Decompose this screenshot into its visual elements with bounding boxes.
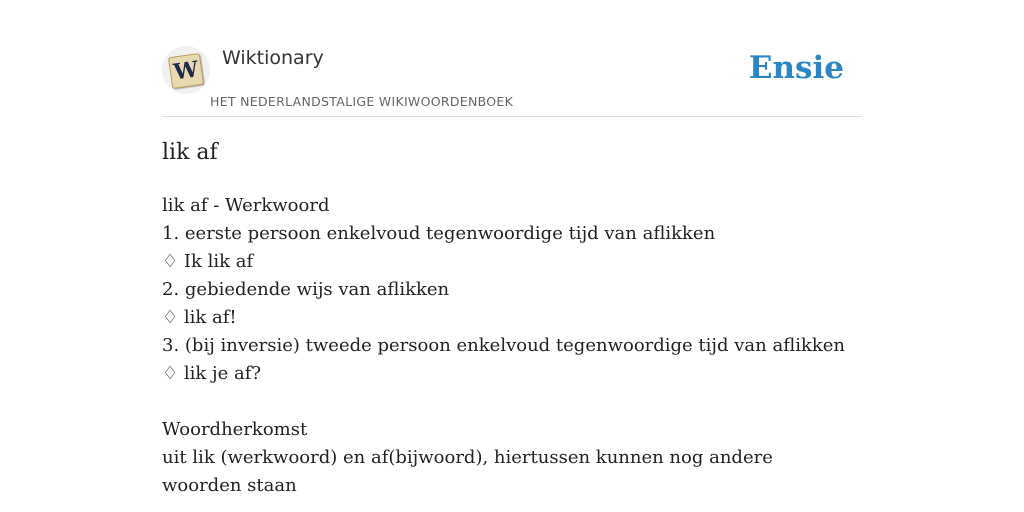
definition-line: 2. gebiedende wijs van aflikken	[162, 279, 450, 300]
etymology-text: uit lik (werkwoord) en af(bijwoord), hiertussen kunnen nog andere woorden staan	[162, 447, 773, 496]
definition-line: 3. (bij inversie) tweede persoon enkelvoud tegenwoordige tijd van aflikken	[162, 335, 846, 356]
wiktionary-logo-icon[interactable]	[162, 46, 210, 94]
ensie-brand-link[interactable]: Ensie	[748, 50, 844, 86]
section-spacer	[162, 388, 842, 416]
example-line: ♢ Ik lik af	[162, 251, 254, 272]
example-line: ♢ lik je af?	[162, 363, 261, 384]
etymology-heading: Woordherkomst	[162, 419, 308, 440]
definition-line: 1. eerste persoon enkelvoud tegenwoordige tijd van aflikken	[162, 223, 716, 244]
entry-heading: lik af - Werkwoord	[162, 195, 330, 216]
site-name[interactable]: Wiktionary	[222, 47, 324, 69]
example-line: ♢ lik af!	[162, 307, 237, 328]
site-header	[162, 40, 862, 117]
site-tagline: HET NEDERLANDSTALIGE WIKIWOORDENBOEK	[210, 94, 514, 109]
page-title: lik af	[162, 140, 218, 165]
logo-tile: W	[168, 53, 204, 89]
entry-content	[162, 192, 846, 500]
